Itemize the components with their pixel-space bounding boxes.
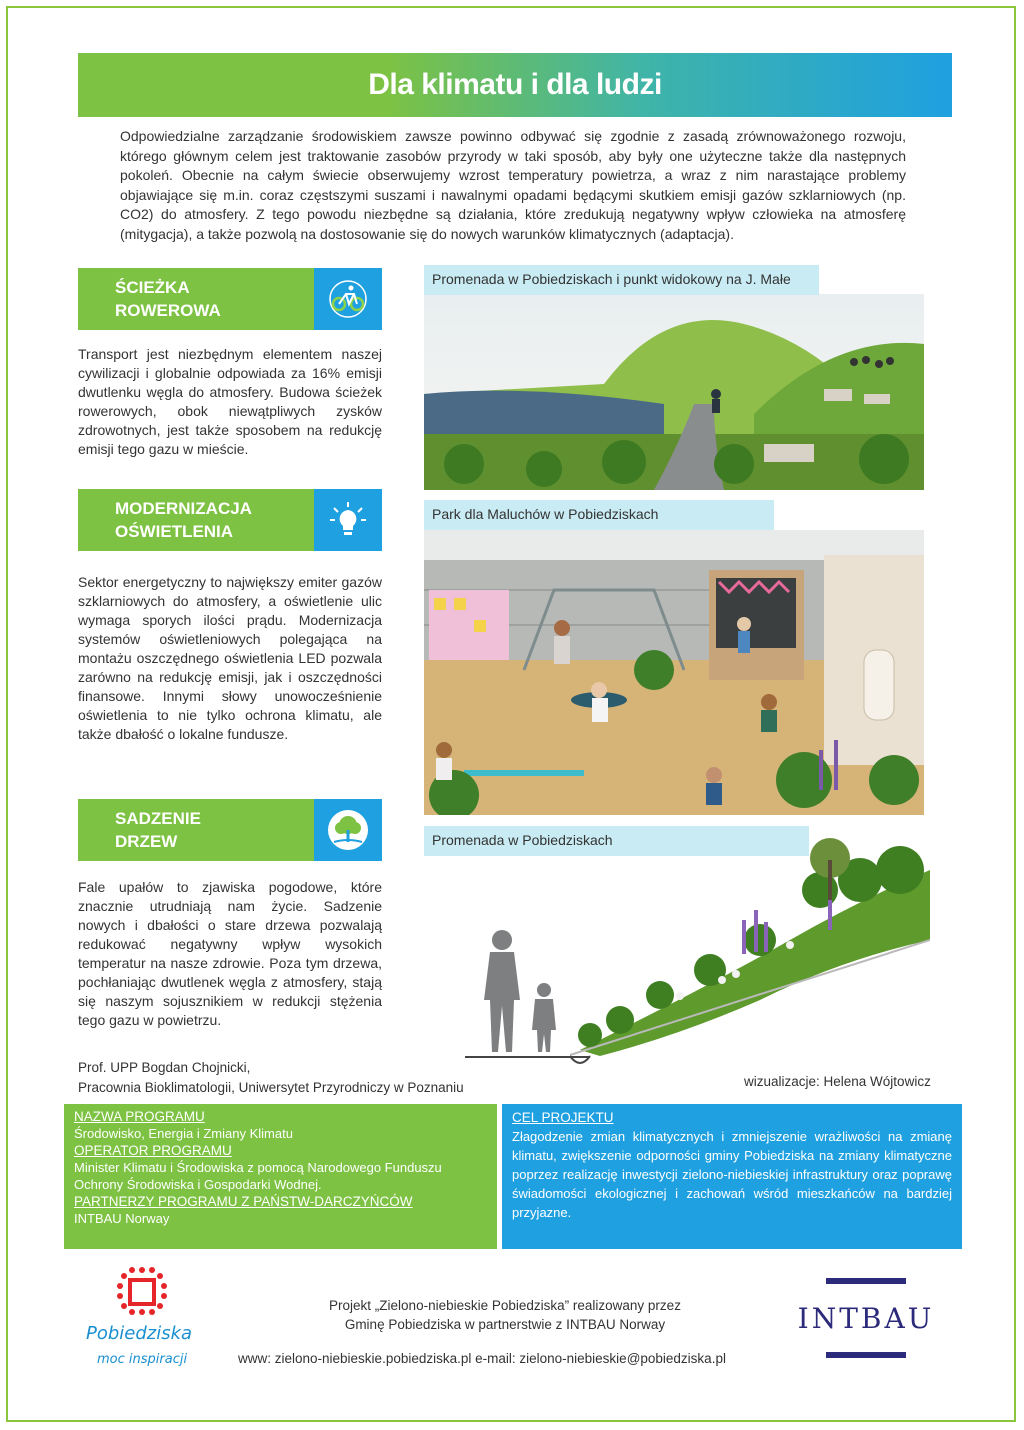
section-title: ŚCIEŻKA ROWEROWA (78, 268, 314, 330)
pobiedziska-logo-text: Pobiedziska (86, 1323, 193, 1344)
promenade-viewpoint-visualization (424, 294, 924, 490)
project-statement: Projekt „Zielono-niebieskie Pobiedziska” realizowany przez Gminę Pobiedziska w partnerstwie z INTBAU Norway (329, 1298, 681, 1332)
section-header-tree-planting (78, 799, 382, 861)
kids-park-visualization (424, 530, 924, 815)
bicycle-icon (326, 279, 370, 319)
promenade-slope-visualization (460, 830, 930, 1080)
intbau-logo-text: INTBAU (797, 1302, 935, 1335)
author-credits: Prof. UPP Bogdan Chojnicki, Pracownia Bioklimatologii, Uniwersytet Przyrodniczy w Poznaniu (78, 1060, 464, 1095)
intbau-logo-icon (786, 1278, 946, 1358)
visualization-credits: wizualizacje: Helena Wójtowicz (744, 1074, 931, 1089)
lightbulb-icon (328, 500, 368, 540)
caption-promenade: Promenada w Pobiedziskach (424, 826, 809, 856)
section-header-bike-path (78, 268, 382, 330)
tree-icon (326, 808, 370, 852)
intro-paragraph: Odpowiedzialne zarządzanie środowiskiem zawsze powinno odbywać się zgodnie z zasadą zrównoważonego rozwoju, którego głównym celem jest traktowanie zasobów przyrody w taki sposób, aby były one użyteczne także dla następnych pokoleń. Obecnie na całym świecie obserwujemy wzrost temperatury powietrza, a wraz z nim narastające problemy objawiające się m.in. coraz częstszymi suszami i nawalnymi opadami będącymi skutkiem emisji gazów szklarniowych (np. CO2) do atmosfery. Z tego powodu niezbędne są działania, które zredukują negatywny wpływ człowieka na atmosferę (mitygacja), a także pozwolą na dostosowanie się do nowych warunków klimatycznych (adaptacja). (120, 128, 906, 242)
caption-kids-park: Park dla Maluchów w Pobiedziskach (424, 500, 774, 530)
section-text-lighting: Sektor energetyczny to największy emiter gazów szklarniowych do atmosfery, a oświetlenie ulic wymaga sporych ilości prądu. Modernizacja systemów oświetleniowych polegająca na montażu oszczędnego oświetlenia LED pozwala zarówno na redukcję emisji, jak i oszczędności finansowe. Innymi słowy unowocześnienie oświetlenia to nie tylko ochrona klimatu, ale także dbałość o lokalne fundusze. (78, 574, 382, 742)
project-contact: www: zielono-niebieskie.pobiedziska.pl e-mail: zielono-niebieskie@pobiedziska.pl (238, 1351, 726, 1366)
section-title: SADZENIE DRZEW (78, 799, 314, 861)
project-goal-box: CEL PROJEKTU Złagodzenie zmian klimatycznych i zmniejszenie wrażliwości na zmianę klimatu, zwiększenie odporności gminy Pobiedziska na zmiany klimatyczne poprzez realizację inwestycji zielono-niebieskiej infrastruktury oraz poprawę świadomości ekologicznej i zachowań wśród mieszkańców na bardziej przyjazne. (502, 1104, 962, 1249)
section-header-lighting (78, 489, 382, 551)
program-info-box: NAZWA PROGRAMU Środowisko, Energia i Zmiany Klimatu OPERATOR PROGRAMU Minister Klimatu i Środowiska z pomocą Narodowego Funduszu Ochrony Środowiska i Gospodarki Wodnej. PARTNERZY PROGRAMU Z PAŃSTW-DARCZYŃCÓW INTBAU Norway (64, 1104, 497, 1249)
caption-promenade-viewpoint: Promenada w Pobiedziskach i punkt widokowy na J. Małe (424, 265, 819, 295)
section-text-tree-planting: Fale upałów to zjawiska pogodowe, które znacznie utrudniają nam życie. Sadzenie nowych i dbałości o stare drzewa pozwalają redukować negatywny wpływ wysokich temperatur na nasze zdrowie. Poza tym drzewa, pochłaniając dwutlenek węgla z atmosfery, stają się naszym sojusznikiem w redukcji stężenia tego gazu w powietrzu. (78, 879, 382, 1028)
pobiedziska-logo-tagline: moc inspiracji (97, 1352, 188, 1367)
page-title: Dla klimatu i dla ludzi (78, 53, 952, 117)
section-text-bike-path: Transport jest niezbędnym elementem naszej cywilizacji i globalnie odpowiada za 16% emisji dwutlenku węgla do atmosfery. Budowa ścieżek rowerowych, obok niewątpliwych zysków zdrowotnych, jest także sposobem na redukcję emisji tego gazu w mieście. (78, 346, 382, 457)
section-title: MODERNIZACJA OŚWIETLENIA (78, 489, 314, 551)
